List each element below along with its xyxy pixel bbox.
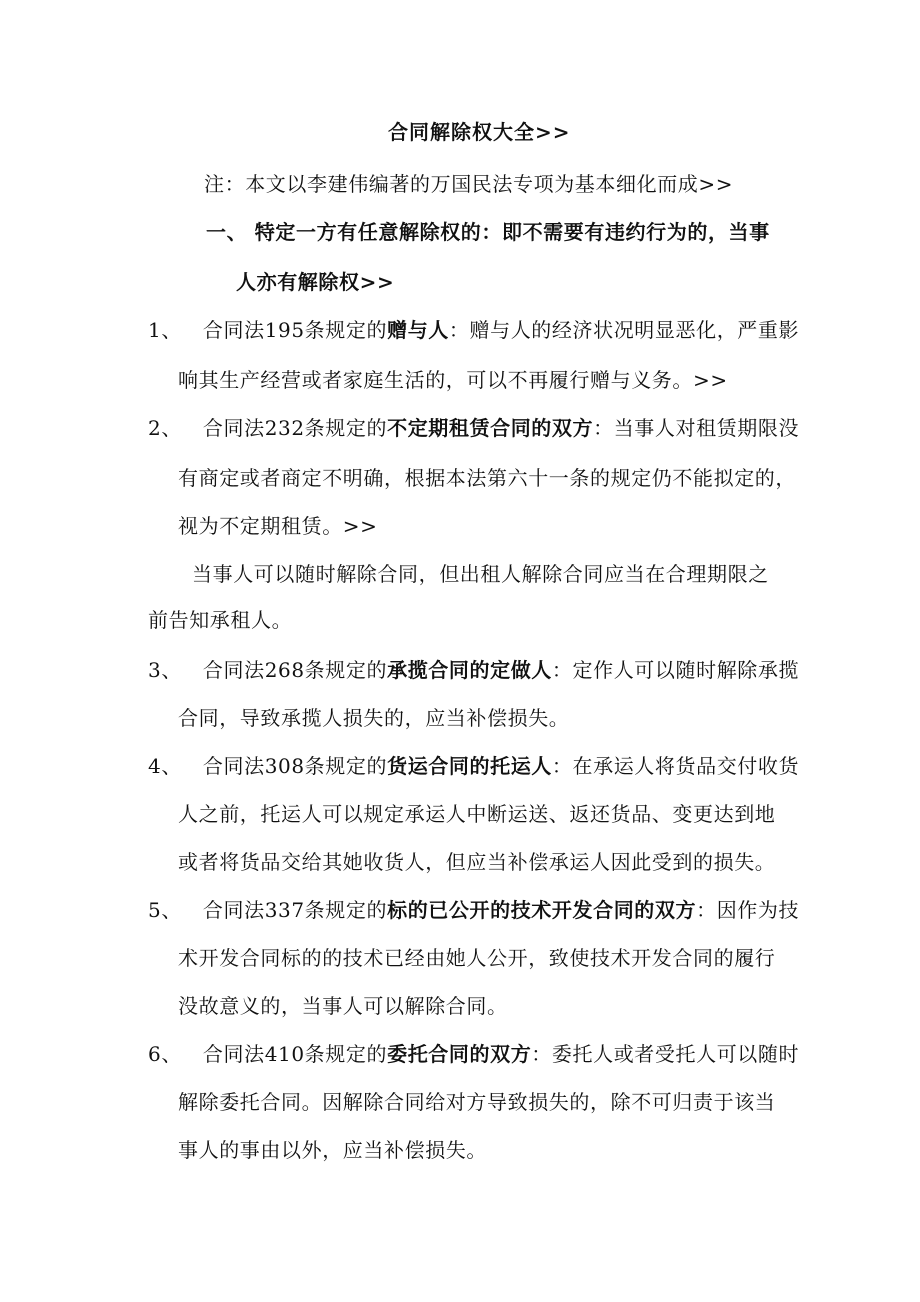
item-subject: 承揽合同的定做人 [387, 658, 552, 682]
list-item-2-line-2: 有商定或者商定不明确，根据本法第六十一条的规定仍不能拟定的， [178, 466, 796, 490]
item-lead: 合同法337条规定的 [202, 898, 388, 922]
item-number: 3、 [148, 658, 182, 682]
item-text: ：当事人对租赁期限没 [593, 416, 800, 440]
list-item-1 [148, 316, 799, 344]
item-number: 2、 [148, 416, 182, 440]
item-number: 6、 [148, 1042, 182, 1066]
list-item-2-line-3: 视为不定期租赁。>> [178, 514, 378, 538]
document-note: 注：本文以李建伟编著的万国民法专项为基本细化而成>> [204, 172, 734, 196]
item-subject: 货运合同的托运人 [387, 754, 552, 778]
list-item-4 [148, 752, 799, 780]
paragraph-line-1: 当事人可以随时解除合同，但出租人解除合同应当在合理期限之 [192, 562, 769, 586]
section-heading-line-1: 一、 特定一方有任意解除权的：即不需要有违约行为的，当事 [206, 220, 770, 244]
item-subject: 赠与人 [387, 318, 449, 342]
list-item-5-line-2: 术开发合同标的的技术已经由她人公开，致使技术开发合同的履行 [178, 946, 776, 970]
item-number: 5、 [148, 898, 182, 922]
list-item-5-line-3: 没故意义的，当事人可以解除合同。 [178, 994, 508, 1018]
list-item-1-line-2: 响其生产经营或者家庭生活的，可以不再履行赠与义务。>> [178, 368, 728, 392]
item-text: ：定作人可以随时解除承揽 [551, 658, 800, 682]
list-item-4-line-2: 人之前，托运人可以规定承运人中断运送、返还货品、变更达到地 [178, 802, 776, 826]
item-number: 4、 [148, 754, 182, 778]
list-item-4-line-3: 或者将货品交给其她收货人，但应当补偿承运人因此受到的损失。 [178, 850, 776, 874]
list-item-6 [148, 1040, 799, 1068]
document-title: 合同解除权大全>> [388, 120, 571, 144]
paragraph-line-2: 前告知承租人。 [148, 608, 293, 632]
item-text: ：委托人或者受托人可以随时 [531, 1042, 800, 1066]
item-number: 1、 [148, 318, 182, 342]
section-heading-line-2: 人亦有解除权>> [236, 270, 395, 294]
list-item-2 [148, 414, 799, 442]
list-item-6-line-3: 事人的事由以外，应当补偿损失。 [178, 1138, 487, 1162]
item-lead: 合同法268条规定的 [202, 658, 388, 682]
list-item-3 [148, 656, 799, 684]
item-text: ：在承运人将货品交付收货 [551, 754, 800, 778]
item-lead: 合同法195条规定的 [202, 318, 388, 342]
item-text: ：赠与人的经济状况明显恶化，严重影 [448, 318, 800, 342]
item-text: ：因作为技 [696, 898, 800, 922]
item-lead: 合同法410条规定的 [202, 1042, 388, 1066]
list-item-3-line-2: 合同，导致承揽人损失的，应当补偿损失。 [178, 706, 570, 730]
item-lead: 合同法232条规定的 [202, 416, 388, 440]
list-item-5 [148, 896, 799, 924]
item-subject: 标的已公开的技术开发合同的双方 [387, 898, 697, 922]
item-subject: 不定期租赁合同的双方 [387, 416, 594, 440]
list-item-6-line-2: 解除委托合同。因解除合同给对方导致损失的，除不可归责于该当 [178, 1090, 776, 1114]
item-subject: 委托合同的双方 [387, 1042, 532, 1066]
item-lead: 合同法308条规定的 [202, 754, 388, 778]
